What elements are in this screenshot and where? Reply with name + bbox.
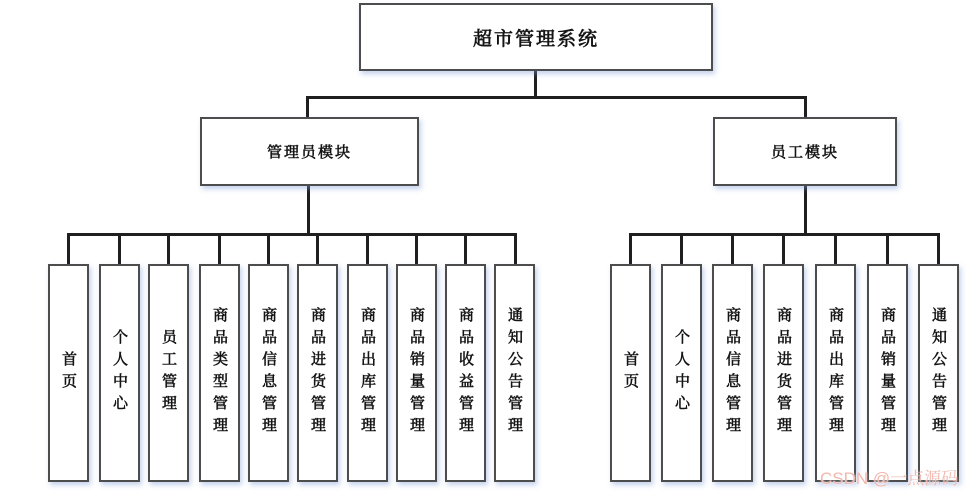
connector-admin-riser: [306, 96, 309, 118]
connector-admin-stub: [316, 233, 319, 264]
leaf-node-admin-type-mgmt: 商品类型管理: [199, 264, 240, 482]
root-node: 超市管理系统: [359, 3, 713, 71]
leaf-node-staff-home: 首页: [610, 264, 651, 482]
connector-admin-bus: [67, 233, 517, 236]
connector-staff-stub: [629, 233, 632, 264]
connector-admin-stub: [267, 233, 270, 264]
leaf-node-staff-info-mgmt: 商品信息管理: [712, 264, 753, 482]
connector-staff-stub: [886, 233, 889, 264]
connector-staff-drop: [804, 186, 807, 235]
connector-root-drop: [534, 71, 537, 98]
connector-admin-drop: [307, 186, 310, 235]
connector-admin-stub: [514, 233, 517, 264]
connector-staff-stub: [680, 233, 683, 264]
connector-admin-stub: [366, 233, 369, 264]
leaf-node-admin-purchase-mgmt: 商品进货管理: [297, 264, 338, 482]
connector-staff-riser: [804, 96, 807, 118]
leaf-node-staff-notice-mgmt: 通知公告管理: [918, 264, 959, 482]
leaf-node-staff-sales-mgmt: 商品销量管理: [867, 264, 908, 482]
leaf-node-staff-personal: 个人中心: [661, 264, 702, 482]
connector-admin-stub: [415, 233, 418, 264]
connector-admin-stub: [67, 233, 70, 264]
leaf-node-admin-personal: 个人中心: [99, 264, 140, 482]
leaf-node-admin-outbound-mgmt: 商品出库管理: [347, 264, 388, 482]
leaf-node-admin-sales-mgmt: 商品销量管理: [396, 264, 437, 482]
csdn-watermark: CSDN @一点源码: [820, 469, 959, 488]
connector-top-bus: [306, 96, 807, 99]
connector-admin-stub: [218, 233, 221, 264]
connector-admin-stub: [118, 233, 121, 264]
connector-admin-stub: [167, 233, 170, 264]
connector-staff-stub: [834, 233, 837, 264]
leaf-node-admin-revenue-mgmt: 商品收益管理: [445, 264, 486, 482]
connector-staff-stub: [937, 233, 940, 264]
leaf-node-admin-notice-mgmt: 通知公告管理: [494, 264, 535, 482]
leaf-node-admin-info-mgmt: 商品信息管理: [248, 264, 289, 482]
leaf-node-staff-purchase-mgmt: 商品进货管理: [763, 264, 804, 482]
branch-node-admin: 管理员模块: [200, 117, 419, 186]
connector-admin-stub: [464, 233, 467, 264]
connector-staff-stub: [782, 233, 785, 264]
leaf-node-staff-outbound-mgmt: 商品出库管理: [815, 264, 856, 482]
leaf-node-admin-employee-mgmt: 员工管理: [148, 264, 189, 482]
branch-node-staff: 员工模块: [713, 117, 897, 186]
connector-staff-stub: [731, 233, 734, 264]
leaf-node-admin-home: 首页: [48, 264, 89, 482]
